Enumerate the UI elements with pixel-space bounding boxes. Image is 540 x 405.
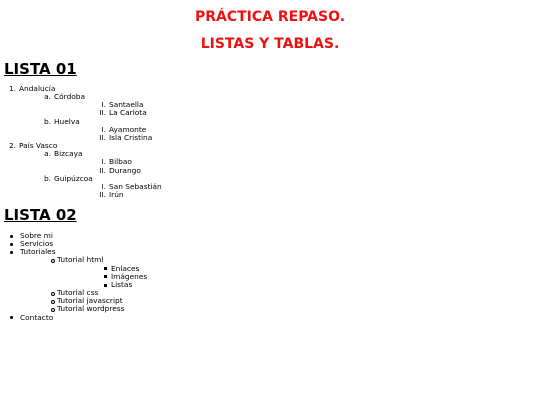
nested-ordered-list [54, 158, 162, 174]
list-item-label: Huelva [54, 116, 80, 126]
list-marker: b. [43, 173, 51, 183]
disc-bullet-icon [10, 251, 13, 254]
list-marker: a. [44, 149, 51, 159]
nested-ordered-list [54, 183, 162, 199]
list-item-label: San Sebastián [109, 181, 162, 191]
list-item-label: Isla Cristina [109, 132, 153, 142]
lista-01-heading: LISTA 01 [4, 60, 77, 78]
list-item-label: País Vasco [19, 141, 58, 151]
disc-bullet-icon [10, 316, 13, 319]
list-marker: II. [99, 108, 106, 118]
list-item [0, 248, 147, 313]
list-item [54, 134, 162, 142]
list-item-label: Imágenes [111, 271, 148, 281]
list-item-label: Tutorial wordpress [57, 304, 125, 314]
disc-bullet-icon [10, 235, 13, 238]
list-marker: II. [99, 190, 106, 200]
list-item-label: Tutorial html [57, 255, 104, 265]
square-bullet-icon [104, 275, 107, 278]
list-marker: 1. [8, 84, 16, 93]
list-item-label: Sobre mi [20, 231, 53, 240]
list-item [0, 85, 162, 142]
nested-unordered-list [20, 256, 147, 313]
list-item [54, 191, 162, 199]
list-item-label: Ayamonte [109, 124, 147, 134]
list-item [20, 256, 147, 289]
list-item [54, 158, 162, 166]
list-item-label: Santaella [109, 100, 144, 110]
square-bullet-icon [104, 284, 107, 287]
nested-unordered-list [57, 265, 147, 289]
list-item [57, 273, 147, 281]
list-item [0, 314, 147, 322]
list-item-label: Servicios [20, 239, 54, 249]
disc-bullet-icon [10, 243, 13, 246]
page-title-line-1: PRÁCTICA REPASO. [194, 9, 346, 25]
nested-ordered-list [54, 101, 162, 117]
list-marker: a. [44, 92, 51, 102]
lista-01-ordered-list [0, 85, 162, 199]
list-marker: I. [101, 157, 106, 167]
circle-bullet-icon [51, 259, 55, 263]
lista-02-heading: LISTA 02 [4, 206, 77, 224]
list-item-label: Listas [111, 279, 133, 289]
list-marker: II. [99, 165, 106, 175]
list-item-label: Tutorial javascript [57, 296, 123, 306]
list-item-label: Andalucía [19, 84, 56, 93]
circle-bullet-icon [51, 292, 55, 296]
list-item-label: Córdoba [54, 92, 86, 102]
circle-bullet-icon [51, 300, 55, 304]
list-item-label: Tutoriales [20, 247, 56, 257]
list-marker: I. [101, 100, 106, 110]
list-item [19, 118, 162, 142]
page-title-line-2: LISTAS Y TABLAS. [200, 36, 340, 52]
list-item [19, 93, 162, 117]
list-item-label: Bilbao [109, 157, 132, 167]
square-bullet-icon [104, 267, 107, 270]
list-item [0, 142, 162, 199]
list-item-label: Contacto [20, 312, 54, 322]
list-marker: I. [101, 181, 106, 191]
nested-ordered-list [54, 126, 162, 142]
list-item-label: Guipúzcoa [54, 173, 93, 183]
list-item-label: Tutorial css [57, 288, 99, 298]
list-item [54, 183, 162, 191]
lista-02-unordered-list [0, 232, 147, 322]
list-item-label: Enlaces [111, 263, 140, 273]
nested-ordered-list [19, 150, 162, 199]
list-marker: I. [101, 124, 106, 134]
list-marker: b. [43, 116, 51, 126]
list-item-label: Durango [109, 165, 141, 175]
list-item [19, 150, 162, 174]
list-item-label: Bizcaya [54, 149, 83, 159]
list-marker: 2. [8, 141, 16, 151]
list-item [19, 175, 162, 199]
list-marker: II. [99, 132, 106, 142]
nested-ordered-list [19, 93, 162, 142]
list-item-label: Irún [109, 190, 124, 200]
list-item-label: La Carlota [109, 108, 147, 118]
